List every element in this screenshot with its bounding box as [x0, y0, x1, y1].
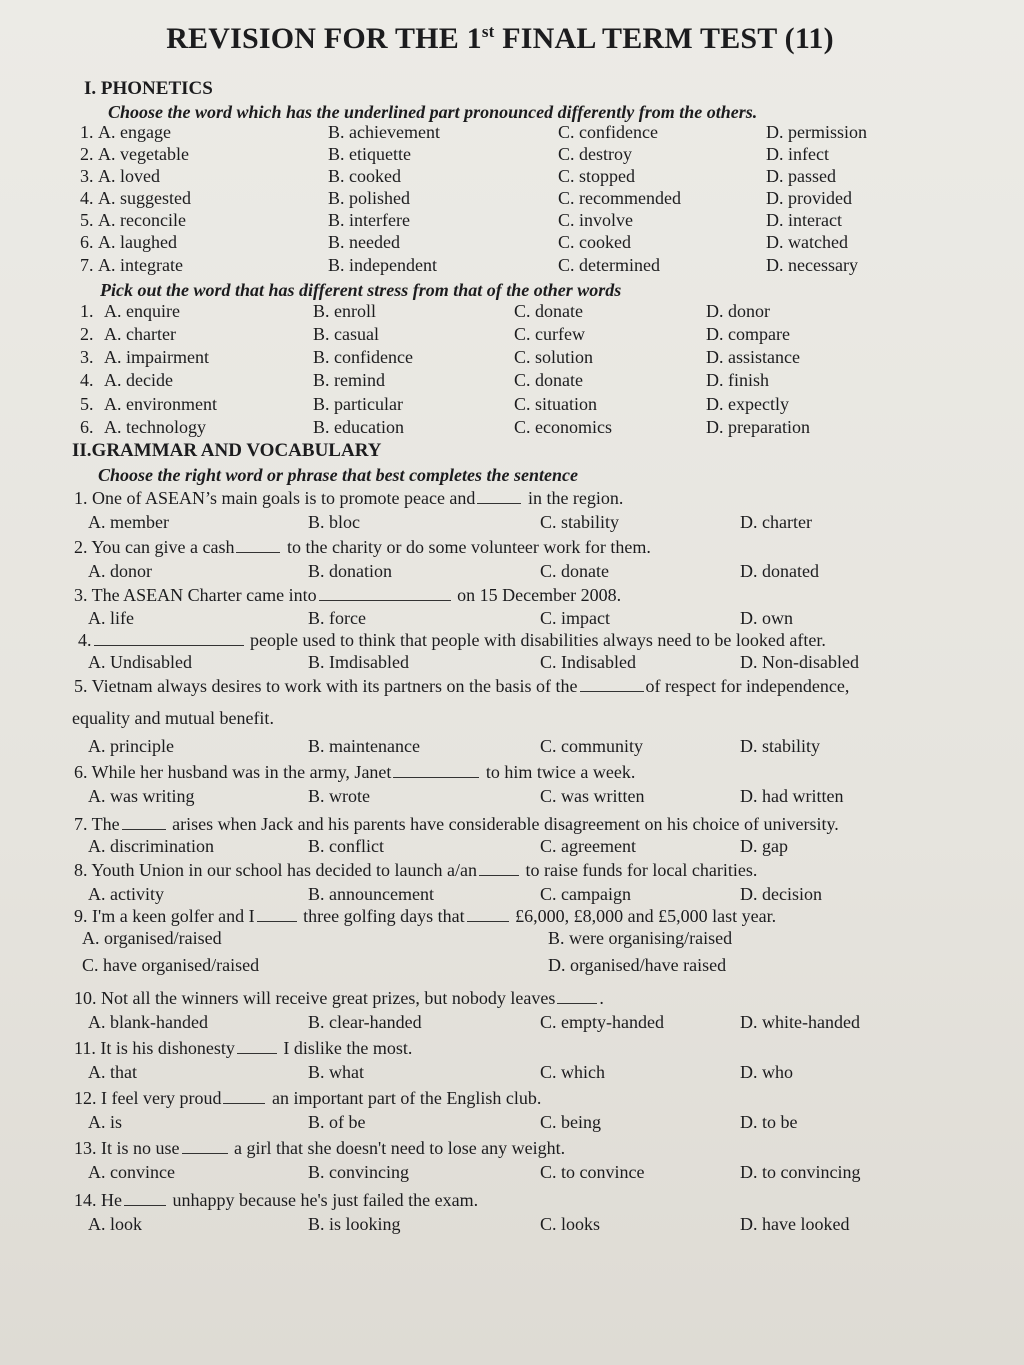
option-c[interactable]: C. stability — [540, 512, 620, 532]
pronunciation-row — [0, 232, 1024, 256]
options-row — [0, 1012, 1024, 1036]
option-c[interactable]: C. was written — [540, 786, 645, 806]
question-number: 1. — [80, 301, 94, 321]
pronunciation-row — [0, 188, 1024, 212]
options-row — [0, 1162, 1024, 1186]
options-row — [0, 928, 1024, 952]
option-c[interactable]: C. empty-handed — [540, 1012, 664, 1032]
stem-part: 8. Youth Union in our school has decided to launch a/an — [74, 860, 477, 880]
question-stem — [0, 1038, 1024, 1062]
option-d[interactable]: D. to convincing — [740, 1162, 861, 1182]
stem-part: three golfing days that — [298, 906, 465, 926]
stem-part: 11. It is his dishonesty — [74, 1038, 235, 1058]
stem-part: a girl that she doesn't need to lose any weight. — [229, 1138, 566, 1158]
option-b[interactable]: B. interfere — [328, 210, 410, 230]
option-b[interactable]: B. maintenance — [308, 736, 420, 756]
option-c[interactable]: C. stopped — [558, 166, 636, 186]
option-a[interactable]: A. vegetable — [98, 144, 189, 164]
question-number: 2. — [80, 144, 94, 164]
option-d[interactable]: D. watched — [766, 232, 848, 252]
option-b[interactable]: B. particular — [313, 394, 403, 414]
instruction-grammar: Choose the right word or phrase that best completes the sentence — [98, 465, 579, 485]
options-row — [0, 561, 1024, 585]
stem-part: an important part of the English club. — [267, 1088, 542, 1108]
answer-blank[interactable] — [182, 1152, 228, 1154]
answer-blank[interactable] — [477, 502, 521, 504]
option-c[interactable]: C. impact — [540, 608, 610, 628]
option-b[interactable]: B. announcement — [308, 884, 434, 904]
option-c[interactable]: C. being — [540, 1112, 601, 1132]
question-text — [74, 814, 839, 835]
option-c[interactable]: C. curfew — [514, 324, 585, 344]
option-a[interactable]: A. charter — [104, 324, 176, 344]
question-number: 3. — [80, 166, 94, 186]
answer-blank[interactable] — [479, 874, 519, 876]
question-text — [74, 676, 849, 697]
option-c[interactable]: C. donate — [514, 301, 583, 321]
option-b[interactable]: B. cooked — [328, 166, 401, 186]
question-text: equality and mutual benefit. — [72, 708, 274, 728]
option-a[interactable]: A. that — [88, 1062, 137, 1082]
question-number: 3. — [80, 347, 94, 367]
stem-part: 7. The — [74, 814, 120, 834]
instruction-stress: Pick out the word that has different stress from that of the other words — [100, 280, 622, 300]
options-row — [0, 1062, 1024, 1086]
option-b[interactable]: B. independent — [328, 255, 437, 275]
question-stem-continued — [0, 708, 1024, 732]
question-text — [74, 585, 621, 606]
option-a[interactable]: A. is — [88, 1112, 123, 1132]
option-c[interactable]: C. to convince — [540, 1162, 645, 1182]
stem-part: unhappy because he's just failed the exam. — [168, 1190, 479, 1210]
option-d[interactable]: D. have looked — [740, 1214, 850, 1234]
section-heading-phonetics: I. PHONETICS — [84, 78, 213, 99]
option-a[interactable]: A. convince — [88, 1162, 175, 1182]
option-c[interactable]: C. confidence — [558, 122, 658, 142]
option-a[interactable]: A. loved — [98, 166, 160, 186]
option-a[interactable]: A. environment — [104, 394, 217, 414]
options-row — [0, 884, 1024, 908]
option-c[interactable]: C. campaign — [540, 884, 631, 904]
option-d[interactable]: D. permission — [766, 122, 867, 142]
option-d[interactable]: D. organised/have raised — [548, 955, 727, 975]
option-d[interactable]: D. donated — [740, 561, 819, 581]
question-stem — [0, 988, 1024, 1012]
stem-part: 14. He — [74, 1190, 122, 1210]
page-title: REVISION FOR THE 1st FINAL TERM TEST (11) — [166, 22, 834, 55]
option-a[interactable]: A. reconcile — [98, 210, 186, 230]
options-row — [0, 736, 1024, 760]
section-heading-grammar: II.GRAMMAR AND VOCABULARY — [72, 440, 382, 461]
option-c[interactable]: C. determined — [558, 255, 660, 275]
option-d[interactable]: D. preparation — [706, 417, 810, 437]
question-stem — [0, 1138, 1024, 1162]
question-stem — [0, 537, 1024, 561]
options-row — [0, 512, 1024, 536]
question-text — [74, 906, 776, 927]
question-number: 4. — [80, 188, 94, 208]
option-b[interactable]: B. education — [313, 417, 404, 437]
stress-row — [0, 417, 1024, 441]
option-a[interactable]: A. technology — [104, 417, 206, 437]
answer-blank[interactable] — [319, 599, 451, 601]
question-text — [74, 860, 757, 881]
stress-row — [0, 301, 1024, 325]
pronunciation-row — [0, 166, 1024, 190]
question-text — [74, 1038, 412, 1059]
option-d[interactable]: D. interact — [766, 210, 842, 230]
option-a[interactable]: A. engage — [98, 122, 171, 142]
question-stem — [0, 906, 1024, 930]
question-text — [74, 537, 651, 558]
stem-part: 6. While her husband was in the army, Janet — [74, 762, 392, 782]
stem-part: to him twice a week. — [481, 762, 636, 782]
stem-part: 12. I feel very proud — [74, 1088, 222, 1108]
stress-row — [0, 324, 1024, 348]
option-a[interactable]: A. impairment — [104, 347, 209, 367]
pronunciation-row — [0, 255, 1024, 279]
option-b[interactable]: B. clear-handed — [308, 1012, 422, 1032]
stem-part: 9. I'm a keen golfer and I — [74, 906, 255, 926]
option-c[interactable]: C. economics — [514, 417, 612, 437]
option-a[interactable]: A. Undisabled — [88, 652, 192, 672]
stem-part: in the region. — [523, 488, 624, 508]
option-c[interactable]: C. have organised/raised — [82, 955, 260, 975]
stem-part: of respect for independence, — [645, 676, 850, 696]
question-number: 2. — [80, 324, 94, 344]
options-row — [0, 652, 1024, 676]
option-d[interactable]: D. passed — [766, 166, 836, 186]
option-d[interactable]: D. who — [740, 1062, 793, 1082]
option-b[interactable]: B. enroll — [313, 301, 376, 321]
option-b[interactable]: B. what — [308, 1062, 364, 1082]
question-stem — [0, 676, 1024, 700]
option-a[interactable]: A. suggested — [98, 188, 191, 208]
option-d[interactable]: D. infect — [766, 144, 829, 164]
option-b[interactable]: B. needed — [328, 232, 400, 252]
options-row — [0, 1112, 1024, 1136]
option-c[interactable]: C. cooked — [558, 232, 631, 252]
option-d[interactable]: D. to be — [740, 1112, 798, 1132]
option-a[interactable]: A. activity — [88, 884, 164, 904]
option-d[interactable]: D. had written — [740, 786, 844, 806]
option-b[interactable]: B. remind — [313, 370, 385, 390]
question-number: 7. — [80, 255, 94, 275]
option-d[interactable]: D. finish — [706, 370, 769, 390]
option-a[interactable]: A. laughed — [98, 232, 177, 252]
option-c[interactable]: C. community — [540, 736, 643, 756]
answer-blank[interactable] — [580, 690, 644, 692]
option-d[interactable]: D. donor — [706, 301, 770, 321]
option-a[interactable]: A. decide — [104, 370, 173, 390]
question-text — [74, 762, 635, 783]
option-c[interactable]: C. Indisabled — [540, 652, 636, 672]
option-b[interactable]: B. polished — [328, 188, 411, 208]
options-row — [0, 1214, 1024, 1238]
stem-part: 3. The ASEAN Charter came into — [74, 585, 317, 605]
stem-part: on 15 December 2008. — [452, 585, 622, 605]
question-text — [74, 1138, 565, 1159]
stem-part: 13. It is no use — [74, 1138, 180, 1158]
option-c[interactable]: C. involve — [558, 210, 633, 230]
options-row — [0, 608, 1024, 632]
option-d[interactable]: D. own — [740, 608, 793, 628]
option-c[interactable]: C. donate — [514, 370, 583, 390]
answer-blank[interactable] — [257, 920, 297, 922]
answer-blank[interactable] — [124, 1204, 166, 1206]
option-d[interactable]: D. provided — [766, 188, 852, 208]
option-b[interactable]: B. confidence — [313, 347, 413, 367]
answer-blank[interactable] — [393, 776, 479, 778]
question-number: 5. — [80, 394, 94, 414]
pronunciation-row — [0, 122, 1024, 146]
option-d[interactable]: D. gap — [740, 836, 788, 856]
stem-part: . — [599, 988, 604, 1008]
option-b[interactable]: B. achievement — [328, 122, 440, 142]
option-b[interactable]: B. Imdisabled — [308, 652, 409, 672]
stem-part: 5. Vietnam always desires to work with its partners on the basis of the — [74, 676, 578, 696]
answer-blank[interactable] — [94, 644, 244, 646]
stem-part: 1. One of ASEAN’s main goals is to promote peace and — [74, 488, 476, 508]
option-b[interactable]: B. casual — [313, 324, 379, 344]
option-b[interactable]: B. force — [308, 608, 366, 628]
options-row — [0, 786, 1024, 810]
stem-part: 10. Not all the winners will receive great prizes, but nobody leaves — [74, 988, 556, 1008]
options-row — [0, 836, 1024, 860]
question-text — [74, 488, 623, 509]
question-stem — [0, 585, 1024, 609]
answer-blank[interactable] — [236, 551, 280, 553]
stem-part: to raise funds for local charities. — [520, 860, 758, 880]
option-d[interactable]: D. assistance — [706, 347, 800, 367]
options-row — [0, 955, 1024, 979]
question-text — [78, 630, 826, 651]
option-a[interactable]: A. look — [88, 1214, 142, 1234]
option-d[interactable]: D. white-handed — [740, 1012, 860, 1032]
stem-part: people used to think that people with disabilities always need to be looked after. — [245, 630, 826, 650]
option-b[interactable]: B. convincing — [308, 1162, 409, 1182]
option-a[interactable]: A. discrimination — [88, 836, 214, 856]
option-b[interactable]: B. wrote — [308, 786, 370, 806]
option-b[interactable]: B. conflict — [308, 836, 384, 856]
option-d[interactable]: D. necessary — [766, 255, 858, 275]
answer-blank[interactable] — [557, 1002, 597, 1004]
option-d[interactable]: D. Non-disabled — [740, 652, 859, 672]
question-number: 6. — [80, 232, 94, 252]
option-b[interactable]: B. etiquette — [328, 144, 411, 164]
option-b[interactable]: B. of be — [308, 1112, 366, 1132]
stress-row — [0, 394, 1024, 418]
option-a[interactable]: A. integrate — [98, 255, 183, 275]
option-c[interactable]: C. donate — [540, 561, 609, 581]
answer-blank[interactable] — [122, 828, 166, 830]
stem-part: 4. — [78, 630, 92, 650]
stem-part: arises when Jack and his parents have considerable disagreement on his choice of university. — [167, 814, 839, 834]
option-b[interactable]: B. bloc — [308, 512, 360, 532]
option-c[interactable]: C. which — [540, 1062, 605, 1082]
option-a[interactable]: A. member — [88, 512, 169, 532]
stem-part: to the charity or do some volunteer work for them. — [282, 537, 651, 557]
option-d[interactable]: D. decision — [740, 884, 822, 904]
question-number: 6. — [80, 417, 94, 437]
option-b[interactable]: B. donation — [308, 561, 392, 581]
stress-row — [0, 370, 1024, 394]
option-b[interactable]: B. is looking — [308, 1214, 401, 1234]
option-a[interactable]: A. life — [88, 608, 134, 628]
option-a[interactable]: A. donor — [88, 561, 152, 581]
question-stem — [0, 1190, 1024, 1214]
option-a[interactable]: A. was writing — [88, 786, 195, 806]
option-d[interactable]: D. compare — [706, 324, 790, 344]
option-c[interactable]: C. agreement — [540, 836, 636, 856]
answer-blank[interactable] — [467, 920, 509, 922]
answer-blank[interactable] — [237, 1052, 277, 1054]
question-stem — [0, 814, 1024, 838]
question-text — [74, 1190, 478, 1211]
stem-part: I dislike the most. — [278, 1038, 413, 1058]
option-c[interactable]: C. situation — [514, 394, 598, 414]
option-c[interactable]: C. looks — [540, 1214, 601, 1234]
option-a[interactable]: A. enquire — [104, 301, 180, 321]
instruction-pronunciation: Choose the word which has the underlined part pronounced differently from the others. — [108, 102, 758, 122]
option-d[interactable]: D. expectly — [706, 394, 789, 414]
option-d[interactable]: D. charter — [740, 512, 812, 532]
option-c[interactable]: C. destroy — [558, 144, 632, 164]
stem-part: £6,000, £8,000 and £5,000 last year. — [510, 906, 777, 926]
option-a[interactable]: A. principle — [88, 736, 174, 756]
question-stem — [0, 630, 1024, 654]
option-c[interactable]: C. solution — [514, 347, 594, 367]
option-a[interactable]: A. organised/raised — [82, 928, 222, 948]
stem-part: 2. You can give a cash — [74, 537, 235, 557]
question-stem — [0, 762, 1024, 786]
question-number: 4. — [80, 370, 94, 390]
question-text — [74, 988, 604, 1009]
stress-row — [0, 347, 1024, 371]
option-b[interactable]: B. were organising/raised — [548, 928, 733, 948]
pronunciation-row — [0, 144, 1024, 168]
question-stem — [0, 488, 1024, 512]
option-d[interactable]: D. stability — [740, 736, 820, 756]
question-number: 5. — [80, 210, 94, 230]
question-text — [74, 1088, 541, 1109]
question-number: 1. — [80, 122, 94, 142]
pronunciation-row — [0, 210, 1024, 234]
question-stem — [0, 860, 1024, 884]
answer-blank[interactable] — [223, 1102, 265, 1104]
option-c[interactable]: C. recommended — [558, 188, 681, 208]
question-stem — [0, 1088, 1024, 1112]
option-a[interactable]: A. blank-handed — [88, 1012, 208, 1032]
